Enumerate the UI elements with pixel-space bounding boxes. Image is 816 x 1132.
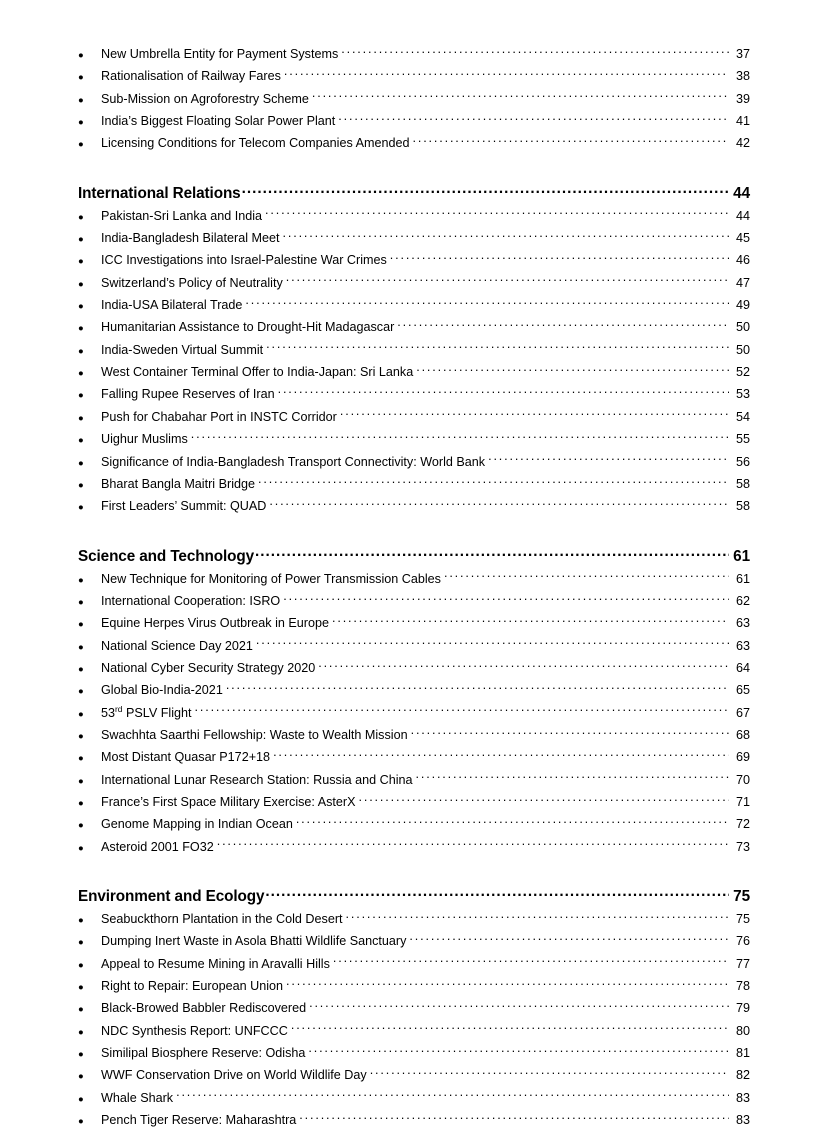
leader-dots — [416, 773, 729, 784]
toc-entry-label: Asteroid 2001 FO32 — [101, 839, 214, 854]
toc-entry-page-number: 73 — [735, 839, 750, 854]
toc-entry-label: France’s First Space Military Exercise: AsterX — [101, 794, 356, 809]
bullet-icon: ● — [78, 117, 84, 129]
toc-entry[interactable] — [78, 206, 750, 228]
toc-entry-label — [101, 703, 194, 723]
toc-entry[interactable] — [78, 407, 750, 429]
toc-entry-page-number: 42 — [735, 136, 750, 151]
bullet-icon: ● — [78, 345, 84, 357]
leader-dots — [269, 499, 729, 510]
toc-entry-page-number: 45 — [735, 231, 750, 246]
bullet-icon: ● — [78, 1071, 84, 1083]
leader-dots — [299, 1113, 729, 1124]
toc-entry[interactable] — [78, 340, 750, 362]
toc-section-heading[interactable] — [78, 183, 750, 205]
toc-entry-label: Pakistan-Sri Lanka and India — [101, 208, 263, 223]
toc-entry-page-number: 76 — [735, 934, 750, 949]
bullet-icon: ● — [78, 1116, 84, 1128]
leader-dots — [284, 69, 729, 80]
leader-dots — [338, 114, 729, 125]
toc-entry-page-number: 56 — [735, 454, 750, 469]
bullet-icon: ● — [78, 301, 84, 313]
bullet-icon: ● — [78, 50, 84, 61]
leader-dots — [370, 1068, 729, 1079]
bullet-icon: ● — [78, 915, 84, 926]
toc-entry-page-number: 55 — [735, 432, 750, 447]
toc-entry-page-number: 64 — [735, 660, 750, 675]
toc-section-page-number: 75 — [733, 888, 750, 905]
bullet-icon: ● — [78, 390, 84, 402]
toc-entry[interactable] — [78, 792, 750, 814]
bullet-icon: ● — [78, 368, 84, 380]
leader-dots — [265, 209, 729, 220]
toc-entry-label: Appeal to Resume Mining in Aravalli Hills — [101, 956, 330, 971]
toc-entry[interactable] — [78, 89, 750, 111]
bullet-icon: ● — [78, 323, 84, 335]
bullet-icon: ● — [78, 574, 84, 586]
toc-section-heading-label: Environment and Ecology — [78, 888, 265, 905]
leader-dots — [312, 92, 729, 103]
bullet-icon: ● — [78, 641, 84, 653]
toc-entry-page-number: 52 — [735, 365, 750, 380]
table-of-contents — [78, 44, 750, 1132]
leader-dots — [291, 1024, 729, 1035]
leader-dots — [278, 387, 729, 398]
toc-entry-label: India-USA Bilateral Trade — [101, 298, 243, 313]
toc-entry-label: WWF Conservation Drive on World Wildlife Day — [101, 1068, 367, 1083]
toc-entry[interactable] — [78, 273, 750, 295]
toc-entry-label: Black-Browed Babbler Rediscovered — [101, 1001, 307, 1016]
toc-entry-page-number: 77 — [735, 956, 750, 971]
leader-dots — [411, 728, 729, 739]
toc-entry[interactable] — [78, 362, 750, 384]
toc-entry[interactable] — [78, 1043, 750, 1065]
toc-entry-label: Sub-Mission on Agroforestry Scheme — [101, 91, 309, 106]
leader-dots — [318, 661, 729, 672]
leader-dots — [416, 365, 729, 376]
bullet-icon: ● — [78, 457, 84, 469]
toc-entry[interactable] — [78, 636, 750, 658]
toc-entry-page-number: 61 — [735, 571, 750, 586]
bullet-icon: ● — [78, 234, 84, 246]
leader-dots — [346, 912, 729, 923]
toc-entry-label: West Container Terminal Offer to India-Japan: Sri Lanka — [101, 365, 414, 380]
toc-entry[interactable] — [78, 429, 750, 451]
toc-entry[interactable] — [78, 909, 750, 931]
toc-entry-page-number: 41 — [735, 114, 750, 129]
toc-entry-page-number: 50 — [735, 320, 750, 335]
toc-section — [78, 183, 750, 519]
toc-entry-page-number: 47 — [735, 275, 750, 290]
toc-section — [78, 886, 750, 1132]
toc-entry[interactable] — [78, 474, 750, 496]
toc-entry-label: Significance of India-Bangladesh Transport Connectivity: World Bank — [101, 454, 486, 469]
toc-entry-label: Seabuckthorn Plantation in the Cold Desert — [101, 912, 343, 926]
toc-entry-page-number: 68 — [735, 727, 750, 742]
bullet-icon: ● — [78, 730, 84, 742]
leader-dots — [226, 683, 729, 694]
toc-entry-label: New Technique for Monitoring of Power Transmission Cables — [101, 571, 441, 586]
toc-section-heading[interactable] — [78, 886, 750, 908]
leader-dots — [256, 639, 729, 650]
toc-entry[interactable] — [78, 496, 750, 518]
toc-entry-label: National Cyber Security Strategy 2020 — [101, 660, 316, 675]
leader-dots — [333, 957, 729, 968]
leader-dots — [359, 795, 729, 806]
toc-entry-page-number: 79 — [735, 1001, 750, 1016]
toc-entry[interactable] — [78, 384, 750, 406]
toc-entry-label: New Umbrella Entity for Payment Systems — [101, 47, 339, 61]
bullet-icon: ● — [78, 435, 84, 447]
toc-entry-label: Uighur Muslims — [101, 432, 188, 447]
ordinal-superscript: rd — [115, 703, 123, 714]
toc-entry[interactable] — [78, 1088, 750, 1110]
toc-entry-page-number: 37 — [735, 47, 750, 61]
toc-entry[interactable] — [78, 317, 750, 339]
bullet-icon: ● — [78, 686, 84, 698]
bullet-icon: ● — [78, 797, 84, 809]
leader-dots — [242, 185, 729, 198]
leader-dots — [444, 572, 729, 583]
bullet-icon: ● — [78, 842, 84, 854]
toc-entry-label-base: 53 — [101, 705, 116, 720]
toc-entry-label: India-Bangladesh Bilateral Meet — [101, 231, 280, 246]
toc-entry-label: International Lunar Research Station: Russia and China — [101, 772, 413, 787]
toc-entry-page-number: 58 — [735, 499, 750, 514]
bullet-icon: ● — [78, 278, 84, 290]
toc-entry-label: First Leaders’ Summit: QUAD — [101, 499, 267, 514]
toc-entry-label: India-Sweden Virtual Summit — [101, 342, 264, 357]
toc-entry-page-number: 81 — [735, 1046, 750, 1061]
toc-entry[interactable] — [78, 250, 750, 272]
leader-dots — [217, 840, 729, 851]
toc-entry[interactable] — [78, 998, 750, 1020]
toc-section — [78, 44, 750, 156]
toc-entry-page-number: 80 — [735, 1023, 750, 1038]
leader-dots — [258, 477, 729, 488]
toc-entry-label: Push for Chabahar Port in INSTC Corridor — [101, 409, 337, 424]
leader-dots — [296, 817, 729, 828]
toc-entry-label: International Cooperation: ISRO — [101, 593, 281, 608]
leader-dots — [266, 343, 729, 354]
toc-entry[interactable] — [78, 111, 750, 133]
toc-entry-label: Licensing Conditions for Telecom Companies Amended — [101, 136, 410, 151]
leader-dots — [488, 455, 729, 466]
toc-entry-label: Humanitarian Assistance to Drought-Hit Madagascar — [101, 320, 395, 335]
bullet-icon: ● — [78, 139, 84, 151]
bullet-icon: ● — [78, 1004, 84, 1016]
toc-entry-page-number: 53 — [735, 387, 750, 402]
toc-entry-label: Right to Repair: European Union — [101, 979, 284, 994]
toc-entry-page-number: 72 — [735, 817, 750, 832]
toc-entry[interactable] — [78, 814, 750, 836]
toc-entry[interactable] — [78, 954, 750, 976]
toc-entry-page-number: 75 — [735, 912, 750, 926]
toc-section-heading-label: International Relations — [78, 184, 241, 202]
toc-entry[interactable] — [78, 295, 750, 317]
bullet-icon: ● — [78, 753, 84, 765]
toc-entry-page-number: 83 — [735, 1113, 750, 1128]
bullet-icon: ● — [78, 94, 84, 106]
toc-entry-page-number: 58 — [735, 476, 750, 491]
toc-entry-label: Global Bio-India-2021 — [101, 683, 223, 698]
toc-entry[interactable] — [78, 452, 750, 474]
toc-entry-label: India’s Biggest Floating Solar Power Plant — [101, 114, 336, 129]
leader-dots — [273, 750, 729, 761]
leader-dots — [390, 253, 729, 264]
toc-entry[interactable] — [78, 976, 750, 998]
leader-dots — [397, 320, 729, 331]
bullet-icon: ● — [78, 256, 84, 268]
toc-entry-page-number: 69 — [735, 750, 750, 765]
toc-entry-label: Falling Rupee Reserves of Iran — [101, 387, 275, 402]
toc-entry[interactable] — [78, 591, 750, 613]
leader-dots — [341, 47, 729, 58]
toc-entry-label: Equine Herpes Virus Outbreak in Europe — [101, 616, 329, 631]
toc-entry-page-number: 70 — [735, 772, 750, 787]
toc-entry[interactable] — [78, 1065, 750, 1087]
toc-entry[interactable] — [78, 66, 750, 88]
leader-dots — [309, 1001, 729, 1012]
bullet-icon: ● — [78, 619, 84, 631]
leader-dots — [195, 706, 729, 717]
toc-entry-label: Whale Shark — [101, 1090, 174, 1105]
toc-entry-label: Most Distant Quasar P172+18 — [101, 750, 271, 765]
bullet-icon: ● — [78, 479, 84, 491]
bullet-icon: ● — [78, 596, 84, 608]
leader-dots — [286, 979, 729, 990]
toc-entry[interactable] — [78, 133, 750, 155]
toc-section-page-number: 61 — [733, 547, 750, 565]
toc-entry-page-number: 46 — [735, 253, 750, 268]
toc-entry-label: Bharat Bangla Maitri Bridge — [101, 476, 256, 491]
toc-entry[interactable] — [78, 658, 750, 680]
toc-entry[interactable] — [78, 569, 750, 591]
toc-entry[interactable] — [78, 680, 750, 702]
toc-entry-page-number: 62 — [735, 593, 750, 608]
bullet-icon: ● — [78, 211, 84, 223]
toc-entry-page-number: 63 — [735, 638, 750, 653]
toc-entry-label: Switzerland’s Policy of Neutrality — [101, 275, 283, 290]
leader-dots — [245, 298, 729, 309]
toc-entry-page-number: 67 — [735, 705, 750, 720]
toc-entry[interactable] — [78, 1110, 750, 1132]
toc-entry-label: Dumping Inert Waste in Asola Bhatti Wildlife Sanctuary — [101, 934, 407, 949]
toc-entry[interactable] — [78, 770, 750, 792]
toc-entry[interactable] — [78, 1021, 750, 1043]
bullet-icon: ● — [78, 502, 84, 514]
bullet-icon: ● — [78, 1049, 84, 1061]
bullet-icon: ● — [78, 937, 84, 949]
leader-dots — [265, 888, 729, 901]
toc-entry[interactable] — [78, 837, 750, 859]
leader-dots — [283, 594, 729, 605]
toc-entry[interactable] — [78, 703, 750, 725]
toc-entry-label: Pench Tiger Reserve: Maharashtra — [101, 1113, 297, 1128]
toc-entry-label-rest: PSLV Flight — [122, 705, 192, 720]
toc-entry-label: NDC Synthesis Report: UNFCCC — [101, 1023, 288, 1038]
toc-entry[interactable] — [78, 44, 750, 66]
toc-entry[interactable] — [78, 725, 750, 747]
toc-entry-page-number: 65 — [735, 683, 750, 698]
bullet-icon: ● — [78, 72, 84, 84]
leader-dots — [283, 231, 729, 242]
toc-entry-page-number: 71 — [735, 794, 750, 809]
toc-entry-page-number: 50 — [735, 342, 750, 357]
bullet-icon: ● — [78, 663, 84, 675]
leader-dots — [176, 1091, 729, 1102]
leader-dots — [255, 548, 729, 561]
bullet-icon: ● — [78, 412, 84, 424]
toc-entry-label: ICC Investigations into Israel-Palestine War Crimes — [101, 253, 387, 268]
toc-entry[interactable] — [78, 931, 750, 953]
toc-entry-label: Rationalisation of Railway Fares — [101, 69, 281, 84]
leader-dots — [409, 934, 729, 945]
toc-entry-page-number: 83 — [735, 1090, 750, 1105]
leader-dots — [332, 616, 729, 627]
toc-entry[interactable] — [78, 613, 750, 635]
toc-entry[interactable] — [78, 747, 750, 769]
leader-dots — [286, 276, 729, 287]
toc-section-heading-label: Science and Technology — [78, 547, 255, 565]
toc-entry-label: Swachhta Saarthi Fellowship: Waste to Wealth Mission — [101, 727, 408, 742]
leader-dots — [308, 1046, 729, 1057]
toc-entry-label: Genome Mapping in Indian Ocean — [101, 817, 293, 832]
toc-entry-label: National Science Day 2021 — [101, 638, 253, 653]
toc-section — [78, 546, 750, 859]
toc-entry-page-number: 78 — [735, 979, 750, 994]
toc-entry-page-number: 82 — [735, 1068, 750, 1083]
leader-dots — [413, 136, 730, 147]
toc-section-heading[interactable] — [78, 546, 750, 568]
bullet-icon: ● — [78, 982, 84, 994]
bullet-icon: ● — [78, 959, 84, 971]
toc-entry[interactable] — [78, 228, 750, 250]
toc-entry-page-number: 39 — [735, 91, 750, 106]
toc-entry-page-number: 63 — [735, 616, 750, 631]
toc-entry-page-number: 54 — [735, 409, 750, 424]
bullet-icon: ● — [78, 708, 84, 720]
bullet-icon: ● — [78, 1093, 84, 1105]
toc-entry-label: Similipal Biosphere Reserve: Odisha — [101, 1046, 306, 1061]
toc-entry-page-number: 49 — [735, 298, 750, 313]
toc-entry-page-number: 44 — [735, 208, 750, 223]
leader-dots — [191, 432, 729, 443]
toc-section-page-number: 44 — [733, 184, 750, 202]
leader-dots — [340, 410, 729, 421]
toc-entry-page-number: 38 — [735, 69, 750, 84]
bullet-icon: ● — [78, 775, 84, 787]
bullet-icon: ● — [78, 820, 84, 832]
bullet-icon: ● — [78, 1026, 84, 1038]
